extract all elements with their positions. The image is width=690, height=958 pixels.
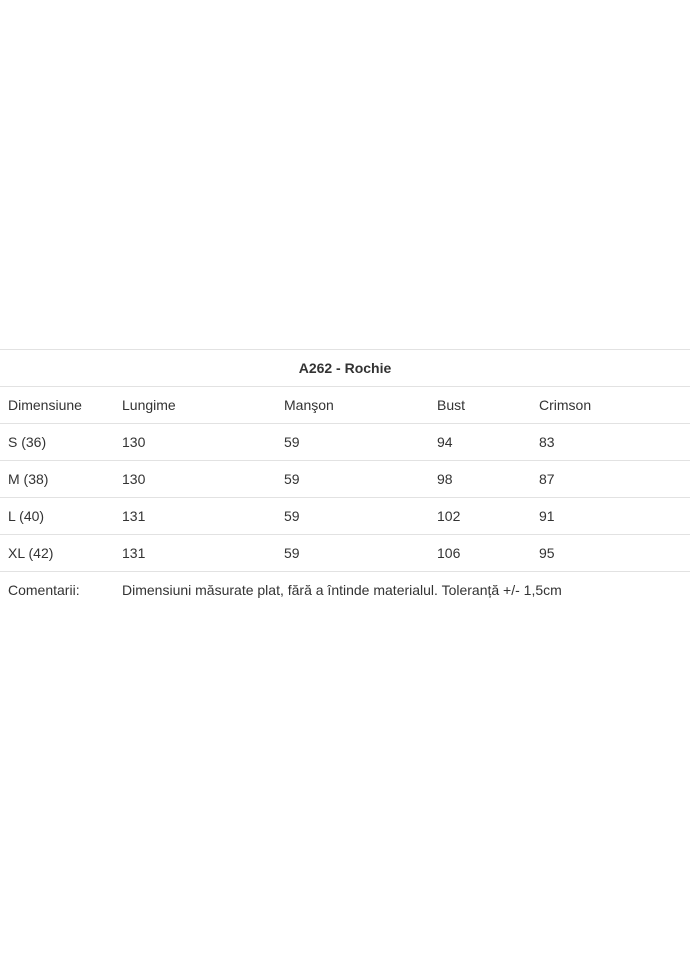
cell-size: S (36) (0, 424, 114, 461)
cell-manson: 59 (276, 498, 429, 535)
cell-lungime: 130 (114, 424, 276, 461)
table-header-row (0, 387, 690, 424)
size-chart-table (0, 349, 690, 608)
cell-manson: 59 (276, 424, 429, 461)
comment-label: Comentarii: (0, 572, 114, 609)
cell-crimson: 91 (531, 498, 690, 535)
cell-lungime: 130 (114, 461, 276, 498)
cell-size: M (38) (0, 461, 114, 498)
cell-crimson: 87 (531, 461, 690, 498)
header-bust: Bust (429, 387, 531, 424)
header-manson: Manşon (276, 387, 429, 424)
cell-size: XL (42) (0, 535, 114, 572)
cell-bust: 98 (429, 461, 531, 498)
cell-lungime: 131 (114, 535, 276, 572)
table-title-row (0, 350, 690, 387)
table-row (0, 535, 690, 572)
cell-bust: 106 (429, 535, 531, 572)
cell-bust: 94 (429, 424, 531, 461)
header-dimensiune: Dimensiune (0, 387, 114, 424)
cell-crimson: 83 (531, 424, 690, 461)
table-row (0, 424, 690, 461)
header-crimson: Crimson (531, 387, 690, 424)
table-row (0, 461, 690, 498)
cell-crimson: 95 (531, 535, 690, 572)
table-row (0, 498, 690, 535)
cell-lungime: 131 (114, 498, 276, 535)
header-lungime: Lungime (114, 387, 276, 424)
cell-size: L (40) (0, 498, 114, 535)
cell-bust: 102 (429, 498, 531, 535)
cell-manson: 59 (276, 535, 429, 572)
comment-text: Dimensiuni măsurate plat, fără a întinde materialul. Toleranță +/- 1,5cm (114, 572, 690, 609)
table-title: A262 - Rochie (0, 350, 690, 387)
comment-row (0, 572, 690, 609)
cell-manson: 59 (276, 461, 429, 498)
